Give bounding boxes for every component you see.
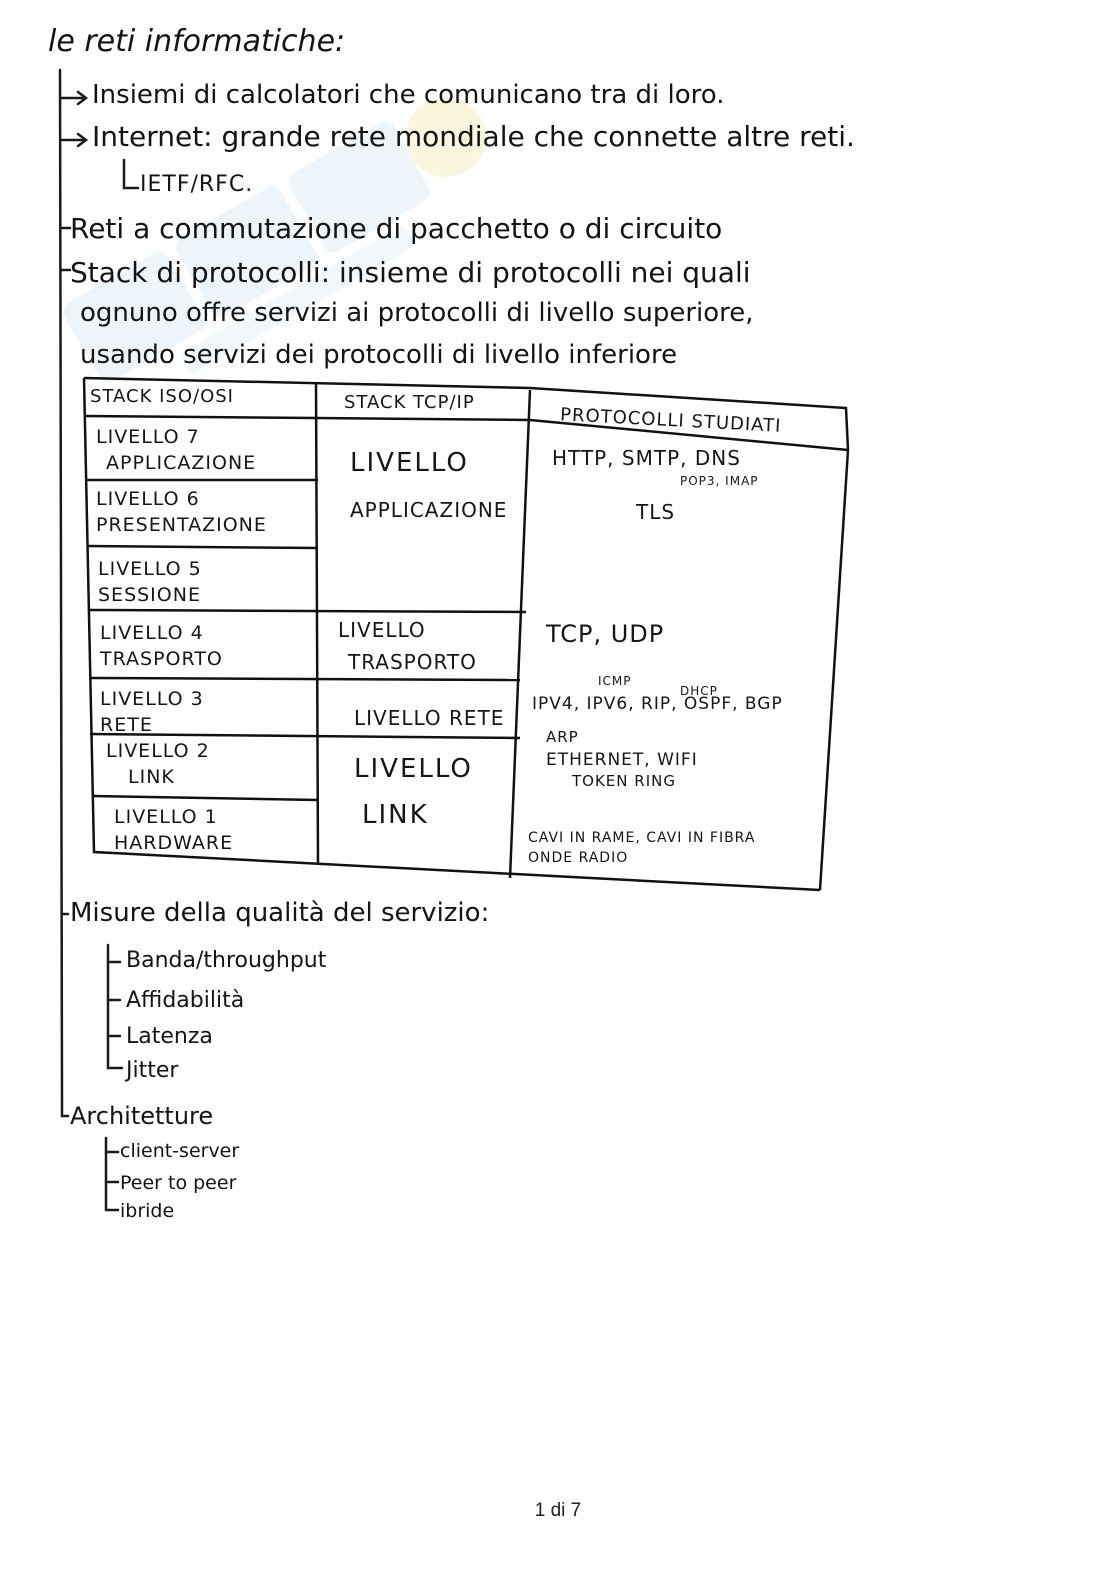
bullet-protocol-stack-line2: ognuno offre servizi ai protocolli di livello superiore, (80, 298, 754, 328)
proto-link-token-ring: TOKEN RING (572, 772, 676, 790)
page-title: le reti informatiche: (48, 24, 346, 59)
osi-layer-4 (100, 620, 223, 672)
osi-layer-3-number: LIVELLO 3 (100, 688, 204, 710)
osi-layer-7 (96, 424, 256, 476)
tcp-transport-line2: TRASPORTO (348, 650, 477, 674)
osi-layer-7-number: LIVELLO 7 (96, 426, 200, 448)
osi-layer-6-name: PRESENTAZIONE (96, 514, 267, 536)
osi-layer-7-name: APPLICAZIONE (106, 452, 257, 474)
proto-hardware-cables: CAVI IN RAME, CAVI IN FIBRA (528, 830, 756, 846)
architecture-heading: Architetture (70, 1102, 214, 1130)
osi-layer-6-number: LIVELLO 6 (96, 488, 200, 510)
proto-icmp: ICMP (598, 674, 632, 688)
osi-layer-2 (106, 738, 210, 790)
architecture-client-server: client-server (120, 1140, 240, 1162)
bullet-protocol-stack-line3: usando servizi dei protocolli di livello inferiore (80, 340, 678, 370)
header-iso-osi: STACK ISO/OSI (90, 386, 234, 407)
tcp-network-layer: LIVELLO RETE (354, 706, 505, 730)
osi-layer-3-name: RETE (100, 714, 153, 736)
tcp-transport-line1: LIVELLO (338, 618, 426, 642)
osi-layer-1 (114, 804, 233, 856)
osi-layer-6 (96, 486, 267, 538)
osi-layer-5-name: SESSIONE (98, 584, 201, 606)
osi-layer-1-name: HARDWARE (114, 832, 234, 854)
osi-layer-4-number: LIVELLO 4 (100, 622, 204, 644)
header-protocols: PROTOCOLLI STUDIATI (559, 404, 782, 437)
proto-network: IPV4, IPV6, RIP, OSPF, BGP (532, 694, 783, 714)
proto-application: HTTP, SMTP, DNS (552, 446, 741, 470)
bullet-internet: Internet: grande rete mondiale che connette altre reti. (92, 120, 855, 153)
proto-mail-small: POP3, IMAP (680, 474, 759, 488)
osi-layer-3 (100, 686, 204, 738)
proto-tls: TLS (636, 500, 676, 524)
osi-layer-5 (98, 556, 202, 608)
tcp-link-line2: LINK (362, 800, 429, 830)
proto-arp: ARP (546, 728, 579, 746)
qos-heading: Misure della qualità del servizio: (70, 898, 490, 928)
qos-item-bandwidth: Banda/throughput (126, 948, 327, 973)
osi-layer-4-name: TRASPORTO (100, 648, 223, 670)
proto-dhcp: DHCP (680, 684, 718, 698)
bullet-networks-definition: Insiemi di calcolatori che comunicano tra di loro. (92, 80, 725, 110)
bullet-protocol-stack: Stack di protocolli: insieme di protocolli nei quali (70, 256, 751, 289)
bullet-switching: Reti a commutazione di pacchetto o di circuito (70, 212, 723, 245)
osi-layer-1-number: LIVELLO 1 (114, 806, 218, 828)
architecture-peer-to-peer: Peer to peer (120, 1172, 237, 1194)
osi-layer-2-number: LIVELLO 2 (106, 740, 210, 762)
tcp-app-layer-line2: APPLICAZIONE (350, 498, 508, 522)
tcp-link-line1: LIVELLO (354, 754, 473, 784)
osi-layer-5-number: LIVELLO 5 (98, 558, 202, 580)
page-number: 1 di 7 (534, 1500, 582, 1521)
proto-hardware-radio: ONDE RADIO (528, 850, 629, 866)
osi-layer-2-name: LINK (128, 766, 175, 788)
qos-item-reliability: Affidabilità (126, 988, 245, 1013)
qos-item-jitter: Jitter (126, 1058, 179, 1083)
header-tcp-ip: STACK TCP/IP (344, 392, 475, 413)
qos-item-latency: Latenza (126, 1024, 213, 1049)
tcp-app-layer-line1: LIVELLO (350, 448, 469, 478)
proto-transport: TCP, UDP (546, 620, 665, 648)
bullet-ietf-rfc: IETF/RFC. (140, 172, 254, 197)
proto-link-ethernet: ETHERNET, WIFI (546, 750, 698, 770)
architecture-hybrid: ibride (120, 1200, 175, 1222)
